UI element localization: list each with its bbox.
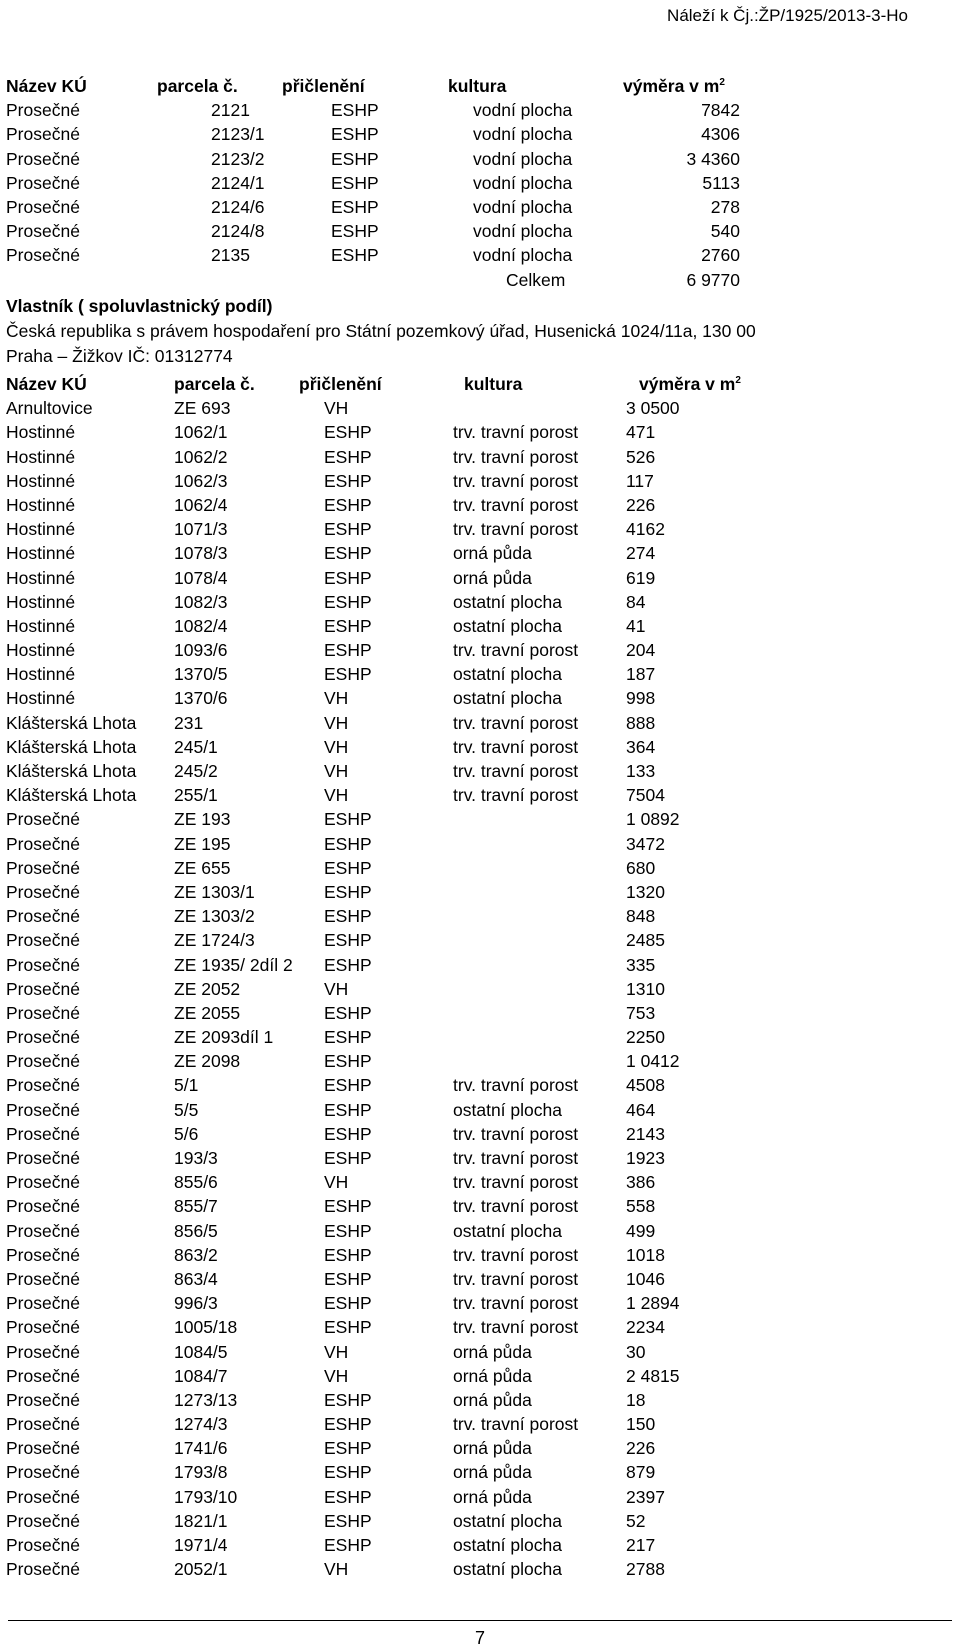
cell-parcel: 1370/5 bbox=[174, 664, 228, 685]
cell-area: 2250 bbox=[626, 1027, 665, 1048]
cell-assign: ESHP bbox=[324, 1317, 372, 1338]
cell-assign: ESHP bbox=[324, 1535, 372, 1555]
cell-name: Prosečné bbox=[6, 1293, 80, 1314]
cell-area: 879 bbox=[626, 1462, 656, 1483]
cell-name: Prosečné bbox=[6, 1172, 80, 1193]
cell-name: Hostinné bbox=[6, 470, 76, 491]
cell-name: Prosečné bbox=[6, 1317, 80, 1338]
cell-name: Hostinné bbox=[6, 519, 76, 540]
cell-area: 30 bbox=[626, 1341, 646, 1362]
cell-name: Hostinné bbox=[6, 446, 76, 467]
cell-area: 274 bbox=[626, 543, 656, 564]
cell-area: 3 4360 bbox=[686, 148, 740, 169]
cell-assign: ESHP bbox=[324, 1220, 372, 1241]
owner-line-1: Česká republika s právem hospodaření pro Státní pozemkový úřad, Husenická 1024/11a, 130 00 bbox=[6, 321, 756, 341]
cell-assign: ESHP bbox=[324, 1075, 372, 1096]
cell-assign: VH bbox=[324, 1341, 349, 1362]
cell-assign: ESHP bbox=[324, 1099, 372, 1120]
cell-parcel: ZE 2055 bbox=[174, 1002, 241, 1023]
cell-parcel: 1084/7 bbox=[174, 1365, 228, 1386]
cell-name: Prosečné bbox=[6, 1051, 80, 1072]
header-parcel: parcela č. bbox=[157, 76, 238, 96]
cell-area: 2 4815 bbox=[626, 1365, 680, 1386]
cell-area: 18 bbox=[626, 1389, 646, 1410]
cell-area: 680 bbox=[626, 857, 656, 878]
cell-assign: ESHP bbox=[324, 422, 372, 443]
cell-area: 2234 bbox=[626, 1317, 665, 1338]
cell-name: Prosečné bbox=[6, 1414, 80, 1435]
cell-area: 540 bbox=[710, 221, 740, 242]
cell-parcel: 1071/3 bbox=[174, 519, 228, 540]
cell-area: 2760 bbox=[701, 245, 740, 266]
cell-area: 41 bbox=[626, 615, 646, 636]
cell-parcel: 856/5 bbox=[174, 1220, 218, 1241]
cell-parcel: 1273/13 bbox=[174, 1389, 238, 1410]
cell-parcel: 2124/8 bbox=[211, 221, 265, 242]
cell-assign: ESHP bbox=[324, 1486, 372, 1507]
cell-name: Prosečné bbox=[6, 930, 80, 951]
total-label: Celkem bbox=[506, 269, 566, 290]
cell-parcel: 1082/4 bbox=[174, 615, 228, 636]
cell-assign: ESHP bbox=[324, 1510, 372, 1531]
cell-assign: VH bbox=[324, 1365, 349, 1386]
cell-area: 1320 bbox=[626, 881, 665, 902]
cell-assign: VH bbox=[324, 1559, 349, 1580]
cell-area: 3472 bbox=[626, 833, 665, 854]
cell-assign: ESHP bbox=[324, 881, 372, 902]
cell-assign: ESHP bbox=[324, 906, 372, 927]
cell-name: Arnultovice bbox=[6, 398, 93, 419]
cell-parcel: 1093/6 bbox=[174, 640, 228, 661]
cell-parcel: 1005/18 bbox=[174, 1317, 238, 1338]
cell-parcel: 1078/4 bbox=[174, 567, 228, 588]
cell-area: 386 bbox=[626, 1172, 656, 1193]
cell-area: 1310 bbox=[626, 978, 665, 999]
cell-assign: VH bbox=[324, 761, 349, 781]
cell-assign: ESHP bbox=[324, 567, 372, 588]
cell-assign: ESHP bbox=[324, 543, 372, 564]
cell-parcel: 2121 bbox=[211, 100, 250, 121]
cell-culture: trv. travní porost bbox=[453, 1172, 579, 1193]
cell-area: 526 bbox=[626, 446, 656, 467]
cell-culture: trv. travní porost bbox=[453, 1317, 579, 1338]
cell-area: 2788 bbox=[626, 1559, 665, 1580]
cell-name: Klášterská Lhota bbox=[6, 785, 137, 806]
cell-name: Prosečné bbox=[6, 833, 80, 854]
cell-area: 558 bbox=[626, 1196, 656, 1217]
cell-name: Prosečné bbox=[6, 124, 80, 145]
cell-assign: ESHP bbox=[331, 100, 379, 121]
cell-area: 2485 bbox=[626, 930, 665, 951]
cell-parcel: 1274/3 bbox=[174, 1414, 228, 1435]
cell-assign: ESHP bbox=[324, 591, 372, 612]
cell-name: Hostinné bbox=[6, 591, 76, 612]
cell-parcel: 193/3 bbox=[174, 1148, 218, 1168]
cell-parcel: ZE 2098 bbox=[174, 1051, 241, 1072]
cell-culture: trv. travní porost bbox=[453, 712, 579, 733]
cell-parcel: 245/2 bbox=[174, 761, 218, 781]
cell-name: Prosečné bbox=[6, 1075, 80, 1096]
cell-area: 217 bbox=[626, 1535, 656, 1555]
cell-parcel: 1062/4 bbox=[174, 494, 228, 515]
cell-culture: trv. travní porost bbox=[453, 519, 579, 540]
cell-assign: VH bbox=[324, 736, 349, 757]
cell-assign: ESHP bbox=[324, 857, 372, 878]
cell-assign: ESHP bbox=[324, 446, 372, 467]
cell-name: Prosečné bbox=[6, 881, 80, 902]
cell-name: Prosečné bbox=[6, 1268, 80, 1289]
owner-line-2: Praha – Žižkov IČ: 01312774 bbox=[6, 346, 233, 366]
cell-culture: trv. travní porost bbox=[453, 446, 579, 467]
cell-area: 471 bbox=[626, 422, 656, 443]
cell-assign: ESHP bbox=[324, 1051, 372, 1072]
cell-assign: VH bbox=[324, 978, 349, 999]
owner-block bbox=[6, 294, 756, 369]
cell-area: 2143 bbox=[626, 1123, 665, 1144]
cell-assign: VH bbox=[324, 1172, 349, 1193]
cell-name: Prosečné bbox=[6, 1002, 80, 1023]
cell-culture: ostatní plocha bbox=[453, 1099, 562, 1120]
cell-name: Prosečné bbox=[6, 196, 80, 217]
cell-assign: ESHP bbox=[324, 640, 372, 661]
cell-name: Hostinné bbox=[6, 494, 76, 515]
cell-assign: ESHP bbox=[331, 148, 379, 169]
cell-culture: vodní plocha bbox=[473, 100, 573, 121]
cell-assign: ESHP bbox=[331, 245, 379, 266]
cell-name: Hostinné bbox=[6, 422, 76, 443]
cell-area: 619 bbox=[626, 567, 656, 588]
cell-parcel: 2052/1 bbox=[174, 1559, 228, 1580]
cell-culture: orná půda bbox=[453, 1462, 532, 1483]
cell-culture: orná půda bbox=[453, 1486, 532, 1507]
cell-name: Prosečné bbox=[6, 1099, 80, 1120]
cell-culture: trv. travní porost bbox=[453, 470, 579, 491]
cell-assign: ESHP bbox=[324, 1438, 372, 1459]
cell-culture: vodní plocha bbox=[473, 245, 573, 266]
cell-parcel: 5/1 bbox=[174, 1075, 199, 1096]
cell-area: 133 bbox=[626, 761, 656, 781]
cell-assign: ESHP bbox=[324, 954, 372, 975]
cell-assign: VH bbox=[324, 398, 349, 419]
cell-name: Prosečné bbox=[6, 809, 80, 830]
cell-parcel: 863/4 bbox=[174, 1268, 218, 1289]
cell-assign: VH bbox=[324, 712, 349, 733]
cell-name: Prosečné bbox=[6, 148, 80, 169]
cell-name: Prosečné bbox=[6, 172, 80, 193]
cell-culture: ostatní plocha bbox=[453, 1535, 562, 1555]
cell-name: Prosečné bbox=[6, 1148, 80, 1168]
cell-parcel: ZE 693 bbox=[174, 398, 231, 419]
cell-name: Prosečné bbox=[6, 1535, 80, 1555]
cell-name: Prosečné bbox=[6, 954, 80, 975]
cell-assign: ESHP bbox=[324, 664, 372, 685]
cell-assign: VH bbox=[324, 688, 349, 709]
cell-culture: orná půda bbox=[453, 543, 532, 564]
cell-area: 204 bbox=[626, 640, 656, 661]
cell-name: Hostinné bbox=[6, 664, 76, 685]
header-culture: kultura bbox=[464, 374, 523, 394]
cell-parcel: 5/6 bbox=[174, 1123, 199, 1144]
cell-area: 2397 bbox=[626, 1486, 665, 1507]
cell-assign: ESHP bbox=[324, 1293, 372, 1314]
cell-area: 187 bbox=[626, 664, 656, 685]
cell-parcel: 1971/4 bbox=[174, 1535, 228, 1555]
cell-assign: ESHP bbox=[324, 930, 372, 951]
cell-culture: orná půda bbox=[453, 1389, 532, 1410]
page-number: 7 bbox=[474, 1628, 485, 1648]
cell-assign: ESHP bbox=[324, 1244, 372, 1265]
cell-culture: trv. travní porost bbox=[453, 736, 579, 757]
cell-culture: trv. travní porost bbox=[453, 422, 579, 443]
cell-assign: ESHP bbox=[324, 519, 372, 540]
cell-area: 226 bbox=[626, 1438, 656, 1459]
cell-name: Hostinné bbox=[6, 640, 76, 661]
cell-area: 150 bbox=[626, 1414, 656, 1435]
cell-assign: ESHP bbox=[324, 1002, 372, 1023]
cell-parcel: ZE 655 bbox=[174, 857, 231, 878]
cell-name: Prosečné bbox=[6, 1365, 80, 1386]
cell-assign: ESHP bbox=[324, 494, 372, 515]
cell-name: Hostinné bbox=[6, 543, 76, 564]
cell-area: 499 bbox=[626, 1220, 656, 1241]
cell-name: Prosečné bbox=[6, 978, 80, 999]
cell-parcel: 2123/1 bbox=[211, 124, 265, 145]
cell-name: Prosečné bbox=[6, 1244, 80, 1265]
cell-assign: ESHP bbox=[324, 1414, 372, 1435]
cell-assign: ESHP bbox=[324, 833, 372, 854]
cell-name: Prosečné bbox=[6, 1438, 80, 1459]
header-area: výměra v $m^2$ bbox=[623, 76, 725, 96]
cell-parcel: 1821/1 bbox=[174, 1510, 228, 1531]
cell-area: 364 bbox=[626, 736, 656, 757]
cell-area: 1 0412 bbox=[626, 1051, 680, 1072]
cell-name: Prosečné bbox=[6, 100, 80, 121]
cell-culture: trv. travní porost bbox=[453, 1123, 579, 1144]
cell-area: 1 0892 bbox=[626, 809, 680, 830]
cell-parcel: 1078/3 bbox=[174, 543, 228, 564]
cell-name: Prosečné bbox=[6, 1341, 80, 1362]
cell-assign: ESHP bbox=[324, 1389, 372, 1410]
cell-parcel: 2124/6 bbox=[211, 196, 265, 217]
cell-name: Prosečné bbox=[6, 1123, 80, 1144]
cell-assign: ESHP bbox=[324, 1462, 372, 1483]
cell-parcel: 245/1 bbox=[174, 736, 218, 757]
total-value: 6 9770 bbox=[686, 269, 740, 290]
cell-assign: ESHP bbox=[324, 1123, 372, 1144]
cell-parcel: 855/6 bbox=[174, 1172, 218, 1193]
cell-area: 464 bbox=[626, 1099, 656, 1120]
cell-name: Prosečné bbox=[6, 1510, 80, 1531]
cell-area: 278 bbox=[710, 196, 740, 217]
cell-assign: ESHP bbox=[331, 221, 379, 242]
cell-culture: trv. travní porost bbox=[453, 785, 579, 806]
cell-area: 5113 bbox=[702, 172, 740, 193]
cell-parcel: 1062/1 bbox=[174, 422, 228, 443]
cell-name: Klášterská Lhota bbox=[6, 736, 137, 757]
cell-culture: orná půda bbox=[453, 1341, 532, 1362]
cell-culture: vodní plocha bbox=[473, 196, 573, 217]
cell-name: Prosečné bbox=[6, 1559, 80, 1580]
cell-assign: ESHP bbox=[324, 470, 372, 491]
cell-parcel: 1084/5 bbox=[174, 1341, 228, 1362]
cell-name: Prosečné bbox=[6, 1220, 80, 1241]
header-assign: přičlenění bbox=[282, 76, 365, 96]
cell-name: Prosečné bbox=[6, 857, 80, 878]
cell-parcel: 1370/6 bbox=[174, 688, 228, 709]
cell-parcel: ZE 193 bbox=[174, 809, 231, 830]
cell-parcel: 2135 bbox=[211, 245, 250, 266]
cell-area: 998 bbox=[626, 688, 656, 709]
cell-parcel: 1793/8 bbox=[174, 1462, 228, 1483]
cell-assign: ESHP bbox=[324, 1268, 372, 1289]
cell-parcel: 1793/10 bbox=[174, 1486, 238, 1507]
cell-area: 1046 bbox=[626, 1268, 665, 1289]
cell-culture: ostatní plocha bbox=[453, 1510, 562, 1531]
cell-name: Prosečné bbox=[6, 1196, 80, 1217]
owner-title: Vlastník ( spoluvlastnický podíl) bbox=[6, 296, 273, 316]
cell-area: 4162 bbox=[626, 519, 665, 540]
cell-parcel: ZE 195 bbox=[174, 833, 231, 854]
cell-culture: ostatní plocha bbox=[453, 664, 562, 685]
cell-name: Hostinné bbox=[6, 688, 76, 709]
cell-area: 888 bbox=[626, 712, 656, 733]
cell-parcel: 855/7 bbox=[174, 1196, 218, 1217]
cell-culture: trv. travní porost bbox=[453, 494, 579, 515]
cell-area: 226 bbox=[626, 494, 656, 515]
cell-parcel: 5/5 bbox=[174, 1099, 199, 1120]
footer-divider bbox=[8, 1620, 952, 1621]
cell-culture: trv. travní porost bbox=[453, 1196, 579, 1217]
cell-assign: ESHP bbox=[331, 196, 379, 217]
cell-area: 4508 bbox=[626, 1075, 665, 1096]
cell-assign: ESHP bbox=[331, 124, 379, 145]
header-area: výměra v $m^2$ bbox=[639, 374, 741, 394]
cell-parcel: 2123/2 bbox=[211, 148, 265, 169]
cell-name: Hostinné bbox=[6, 615, 76, 636]
cell-culture: ostatní plocha bbox=[453, 1220, 562, 1241]
cell-culture: vodní plocha bbox=[473, 148, 573, 169]
cell-culture: ostatní plocha bbox=[453, 591, 562, 612]
cell-parcel: ZE 1303/2 bbox=[174, 906, 255, 927]
cell-assign: ESHP bbox=[324, 615, 372, 636]
cell-parcel: ZE 1724/3 bbox=[174, 930, 255, 951]
cell-assign: ESHP bbox=[324, 1148, 372, 1168]
cell-parcel: 1741/6 bbox=[174, 1438, 228, 1459]
cell-area: 1018 bbox=[626, 1244, 665, 1265]
cell-area: 1923 bbox=[626, 1148, 665, 1168]
cell-assign: ESHP bbox=[324, 1027, 372, 1048]
cell-area: 1 2894 bbox=[626, 1293, 680, 1314]
header-name: Název KÚ bbox=[6, 76, 87, 96]
cell-name: Prosečné bbox=[6, 1389, 80, 1410]
cell-culture: ostatní plocha bbox=[453, 615, 562, 636]
cell-area: 4306 bbox=[701, 124, 740, 145]
cell-culture: ostatní plocha bbox=[453, 688, 562, 709]
cell-culture: trv. travní porost bbox=[453, 761, 579, 781]
cell-area: 753 bbox=[626, 1002, 656, 1023]
cell-name: Prosečné bbox=[6, 1027, 80, 1048]
cell-culture: ostatní plocha bbox=[453, 1559, 562, 1580]
cell-culture: orná půda bbox=[453, 567, 532, 588]
cell-parcel: 1062/2 bbox=[174, 446, 228, 467]
cell-name: Prosečné bbox=[6, 1486, 80, 1507]
cell-parcel: 231 bbox=[174, 712, 204, 733]
cell-name: Prosečné bbox=[6, 245, 80, 266]
cell-name: Hostinné bbox=[6, 567, 76, 588]
cell-parcel: 996/3 bbox=[174, 1293, 218, 1314]
cell-parcel: 2124/1 bbox=[211, 172, 265, 193]
header-assign: přičlenění bbox=[299, 374, 382, 394]
cell-culture: orná půda bbox=[453, 1365, 532, 1386]
cell-area: 7842 bbox=[701, 100, 740, 121]
cell-assign: ESHP bbox=[324, 1196, 372, 1217]
cell-area: 52 bbox=[626, 1510, 646, 1531]
cell-area: 84 bbox=[626, 591, 646, 612]
cell-parcel: 1082/3 bbox=[174, 591, 228, 612]
cell-parcel: ZE 2052 bbox=[174, 978, 241, 999]
cell-parcel: 255/1 bbox=[174, 785, 218, 806]
cell-culture: vodní plocha bbox=[473, 172, 573, 193]
cell-culture: trv. travní porost bbox=[453, 1244, 579, 1265]
cell-culture: trv. travní porost bbox=[453, 1293, 579, 1314]
cell-culture: orná půda bbox=[453, 1438, 532, 1459]
cell-parcel: 863/2 bbox=[174, 1244, 218, 1265]
cell-parcel: ZE 1935/ 2díl 2 bbox=[174, 954, 293, 975]
cell-culture: trv. travní porost bbox=[453, 1075, 579, 1096]
cell-name: Klášterská Lhota bbox=[6, 712, 137, 733]
cell-assign: VH bbox=[324, 785, 349, 806]
cell-assign: ESHP bbox=[324, 809, 372, 830]
cell-culture: trv. travní porost bbox=[453, 1414, 579, 1435]
cell-culture: vodní plocha bbox=[473, 221, 573, 242]
cell-name: Prosečné bbox=[6, 1462, 80, 1483]
cell-name: Prosečné bbox=[6, 906, 80, 927]
cell-area: 848 bbox=[626, 906, 656, 927]
header-name: Název KÚ bbox=[6, 374, 87, 394]
cell-name: Prosečné bbox=[6, 221, 80, 242]
cell-culture: vodní plocha bbox=[473, 124, 573, 145]
cell-parcel: ZE 2093díl 1 bbox=[174, 1027, 274, 1048]
cell-parcel: 1062/3 bbox=[174, 470, 228, 491]
cell-assign: ESHP bbox=[331, 172, 379, 193]
cell-area: 117 bbox=[626, 470, 654, 491]
cell-culture: trv. travní porost bbox=[453, 1148, 579, 1168]
cell-name: Klášterská Lhota bbox=[6, 761, 137, 781]
cell-parcel: ZE 1303/1 bbox=[174, 881, 255, 902]
cell-area: 7504 bbox=[626, 785, 665, 806]
cell-area: 3 0500 bbox=[626, 398, 680, 419]
cell-culture: trv. travní porost bbox=[453, 1268, 579, 1289]
cell-culture: trv. travní porost bbox=[453, 640, 579, 661]
header-culture: kultura bbox=[448, 76, 507, 96]
cell-area: 335 bbox=[626, 954, 656, 975]
document-reference: Náleží k Čj.:ŽP/1925/2013-3-Ho bbox=[667, 6, 908, 25]
header-parcel: parcela č. bbox=[174, 374, 255, 394]
